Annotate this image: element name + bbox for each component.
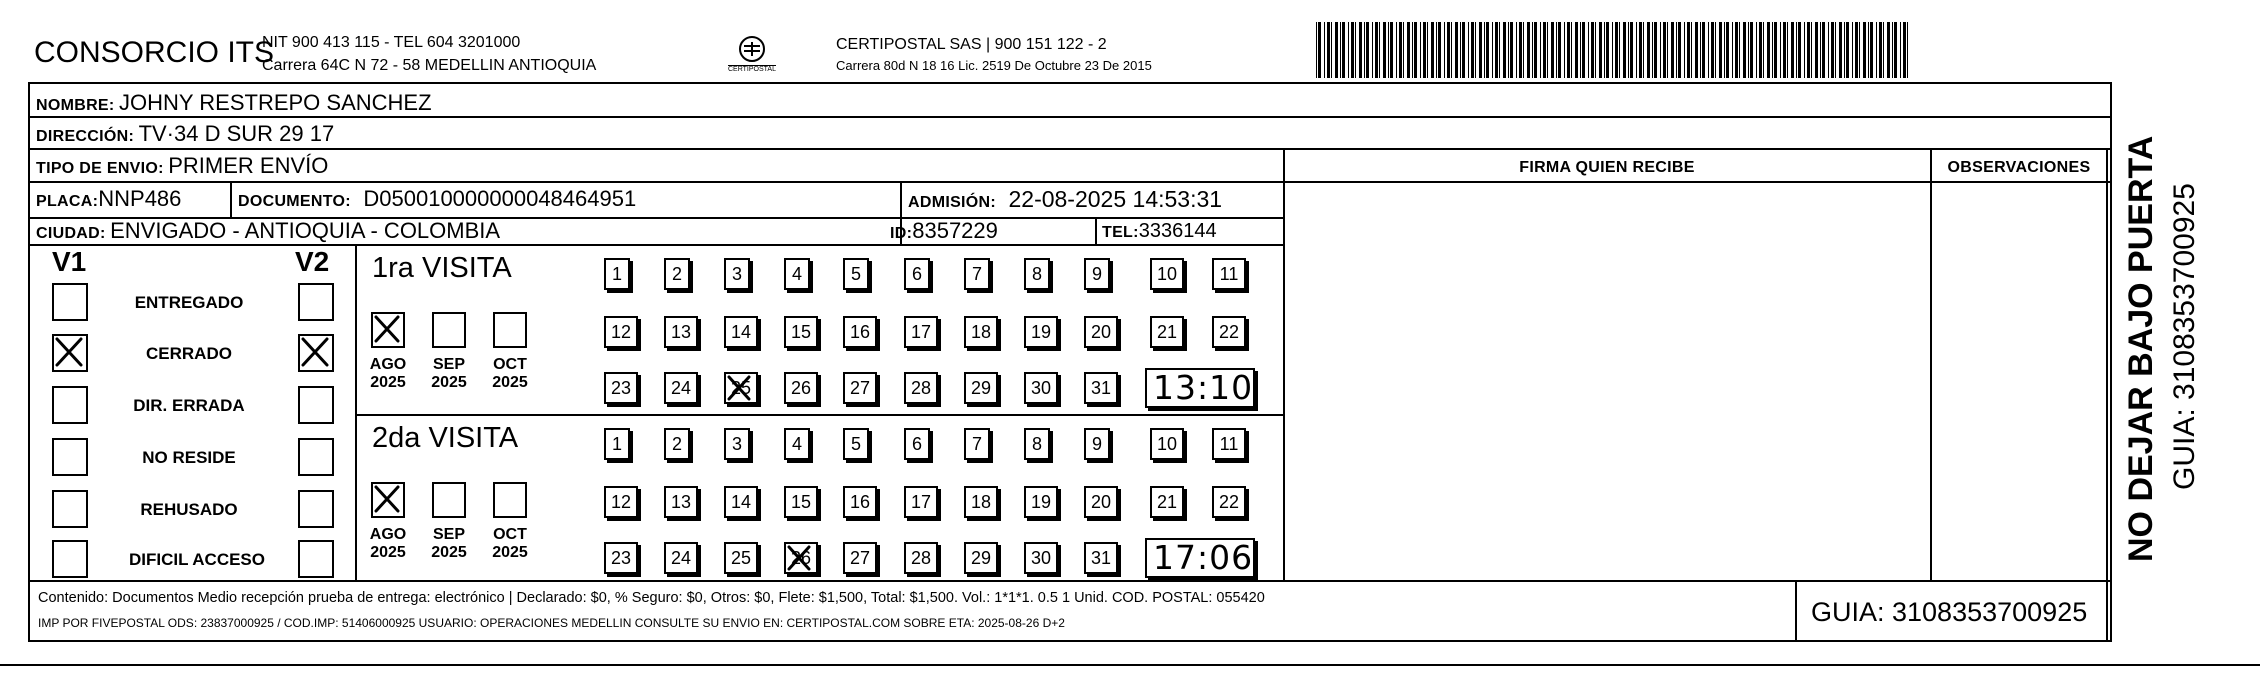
- placa-value: NNP486: [98, 186, 182, 211]
- day-box-19: 19: [1024, 486, 1058, 518]
- day-box-20: 20: [1084, 316, 1118, 348]
- day-box-17: 17: [904, 486, 938, 518]
- day-box-9: 9: [1084, 428, 1110, 460]
- status-label-0: ENTREGADO: [134, 293, 244, 312]
- month-checkbox-sep: [432, 312, 466, 348]
- day-box-14: 14: [724, 486, 758, 518]
- day-box-7: 7: [964, 428, 990, 460]
- day-box-18: 18: [964, 486, 998, 518]
- second-visit-title: 2da VISITA: [372, 422, 519, 454]
- tipo-envio-value: PRIMER ENVÍO: [168, 153, 329, 178]
- day-box-30: 30: [1024, 542, 1058, 574]
- company-nit: NIT 900 413 115 - TEL 604 3201000: [262, 34, 521, 51]
- day-box-5: 5: [843, 258, 869, 290]
- status-label-2: DIR. ERRADA: [133, 396, 245, 415]
- status-label-4: REHUSADO: [140, 500, 238, 519]
- logo-caption: CERTIPOSTAL: [728, 66, 776, 73]
- day-box-1: 1: [604, 428, 630, 460]
- v1-header: V1: [52, 246, 87, 277]
- ciudad-field: [36, 218, 500, 247]
- month-label: OCT 2025: [492, 526, 528, 561]
- day-box-2: 2: [664, 258, 690, 290]
- day-box-23: 23: [604, 542, 638, 574]
- month-checkbox-oct: [493, 312, 527, 348]
- day-box-4: 4: [784, 428, 810, 460]
- status-label-1: CERRADO: [146, 344, 232, 363]
- row-divider: [30, 148, 2110, 150]
- documento-label: DOCUMENTO:: [238, 193, 351, 210]
- day-box-11: 11: [1212, 428, 1246, 460]
- day-box-29: 29: [964, 542, 998, 574]
- v2-checkbox: [298, 283, 334, 321]
- month-label: SEP 2025: [431, 526, 467, 561]
- visit-divider: [355, 414, 1285, 416]
- placa-field: [36, 186, 181, 215]
- day-box-9: 9: [1084, 258, 1110, 290]
- day-box-26: 26: [784, 542, 818, 574]
- id-value: 8357229: [912, 218, 998, 243]
- certipostal-logo: [728, 34, 776, 78]
- day-box-28: 28: [904, 372, 938, 404]
- day-box-27: 27: [843, 372, 877, 404]
- col-divider: [230, 181, 232, 217]
- v2-checkbox: [298, 490, 334, 528]
- barcode: [1316, 22, 1912, 78]
- day-box-4: 4: [784, 258, 810, 290]
- col-divider: [355, 244, 357, 580]
- day-box-24: 24: [664, 542, 698, 574]
- visit-time: 17:06: [1153, 538, 1254, 577]
- day-box-13: 13: [664, 486, 698, 518]
- firma-header: FIRMA QUIEN RECIBE: [1519, 159, 1695, 176]
- month-label: SEP 2025: [431, 356, 467, 391]
- v1-checkbox: [52, 490, 88, 528]
- observaciones-header: OBSERVACIONES: [1947, 159, 2091, 176]
- col-divider: [2106, 148, 2108, 642]
- imp-text: IMP POR FIVEPOSTAL ODS: 23837000925 / COD.IMP: 51406000925 USUARIO: OPERACIONES MEDELLIN CONSULTE SU ENVIO EN: CERTIPOSTAL.COM SOBRE ETA: 2025-08-26 D+2: [38, 616, 1065, 630]
- day-box-8: 8: [1024, 428, 1050, 460]
- footer-guia: GUIA: 3108353700925: [1811, 597, 2088, 627]
- v2-checkbox: [298, 386, 334, 424]
- day-box-31: 31: [1084, 372, 1118, 404]
- day-box-21: 21: [1150, 316, 1184, 348]
- col-divider: [1283, 148, 1285, 580]
- tipo-envio-label: TIPO DE ENVIO:: [36, 160, 164, 177]
- admision-label: ADMISIÓN:: [908, 194, 997, 211]
- tipo-envio-field: [36, 153, 328, 182]
- id-label: ID:: [890, 225, 913, 242]
- check-x-mark: [54, 336, 86, 370]
- month-label: OCT 2025: [492, 356, 528, 391]
- v2-header: V2: [295, 246, 330, 277]
- direccion-field: [36, 121, 334, 150]
- day-box-10: 10: [1150, 258, 1184, 290]
- day-box-14: 14: [724, 316, 758, 348]
- check-x-mark: [786, 544, 814, 574]
- day-box-16: 16: [843, 486, 877, 518]
- month-checkbox-ago: [371, 312, 405, 348]
- day-box-17: 17: [904, 316, 938, 348]
- col-divider: [1795, 580, 1797, 642]
- day-box-11: 11: [1212, 258, 1246, 290]
- month-label: AGO 2025: [369, 356, 407, 391]
- nombre-value: JOHNY RESTREPO SANCHEZ: [119, 90, 432, 115]
- side-guia: GUIA: 3108353700925: [2168, 183, 2201, 490]
- row-divider: [30, 580, 2110, 582]
- bottom-rule: [0, 664, 2260, 666]
- documento-field: [238, 186, 636, 215]
- ciudad-label: CIUDAD:: [36, 225, 106, 242]
- ciudad-value: ENVIGADO - ANTIOQUIA - COLOMBIA: [110, 218, 501, 243]
- month-label: AGO 2025: [369, 526, 407, 561]
- check-x-mark: [373, 484, 403, 516]
- direccion-label: DIRECCIÓN:: [36, 128, 135, 145]
- day-box-5: 5: [843, 428, 869, 460]
- v1-checkbox: [52, 334, 88, 372]
- check-x-mark: [726, 374, 754, 404]
- day-box-2: 2: [664, 428, 690, 460]
- check-x-mark: [373, 314, 403, 346]
- day-box-16: 16: [843, 316, 877, 348]
- status-label-5: DIFICIL ACCESO: [128, 550, 265, 569]
- day-box-23: 23: [604, 372, 638, 404]
- admision-value: 22-08-2025 14:53:31: [1008, 186, 1223, 212]
- day-box-8: 8: [1024, 258, 1050, 290]
- day-box-3: 3: [724, 258, 750, 290]
- id-field: [890, 218, 998, 247]
- col-divider: [1930, 148, 1932, 580]
- v1-checkbox: [52, 386, 88, 424]
- day-box-20: 20: [1084, 486, 1118, 518]
- tel-field: [1102, 218, 1217, 246]
- v1-checkbox: [52, 540, 88, 578]
- first-visit-title: 1ra VISITA: [372, 252, 512, 284]
- nombre-field: [36, 90, 432, 119]
- row-divider: [30, 181, 2110, 183]
- day-box-22: 22: [1212, 486, 1246, 518]
- day-box-6: 6: [904, 428, 930, 460]
- v2-checkbox: [298, 540, 334, 578]
- day-box-25: 25: [724, 372, 758, 404]
- nombre-label: NOMBRE:: [36, 97, 115, 114]
- v1-checkbox: [52, 283, 88, 321]
- tel-value: 3336144: [1138, 220, 1217, 242]
- col-divider: [1095, 217, 1097, 244]
- time-box: [1145, 368, 1255, 408]
- day-box-3: 3: [724, 428, 750, 460]
- day-box-13: 13: [664, 316, 698, 348]
- placa-label: PLACA:: [36, 193, 99, 210]
- day-box-28: 28: [904, 542, 938, 574]
- day-box-22: 22: [1212, 316, 1246, 348]
- day-box-18: 18: [964, 316, 998, 348]
- direccion-value: TV·34 D SUR 29 17: [138, 121, 335, 146]
- v1-checkbox: [52, 438, 88, 476]
- visit-time: 13:10: [1153, 368, 1254, 407]
- no-dejar-bajo-puerta: NO DEJAR BAJO PUERTA: [2122, 135, 2160, 562]
- day-box-12: 12: [604, 316, 638, 348]
- day-box-24: 24: [664, 372, 698, 404]
- day-box-26: 26: [784, 372, 818, 404]
- check-x-mark: [300, 336, 332, 370]
- certipostal-line: CERTIPOSTAL SAS | 900 151 122 - 2: [836, 36, 1107, 53]
- day-box-1: 1: [604, 258, 630, 290]
- day-box-12: 12: [604, 486, 638, 518]
- day-box-21: 21: [1150, 486, 1184, 518]
- month-checkbox-sep: [432, 482, 466, 518]
- company-name: CONSORCIO ITS: [34, 36, 275, 69]
- company-address: Carrera 64C N 72 - 58 MEDELLIN ANTIOQUIA: [262, 57, 597, 74]
- day-box-30: 30: [1024, 372, 1058, 404]
- day-box-10: 10: [1150, 428, 1184, 460]
- day-box-15: 15: [784, 486, 818, 518]
- day-box-6: 6: [904, 258, 930, 290]
- time-box: [1145, 538, 1255, 578]
- day-box-15: 15: [784, 316, 818, 348]
- day-box-19: 19: [1024, 316, 1058, 348]
- v2-checkbox: [298, 334, 334, 372]
- day-box-25: 25: [724, 542, 758, 574]
- day-box-7: 7: [964, 258, 990, 290]
- documento-value: D050010000000048464951: [363, 186, 637, 211]
- license-line: Carrera 80d N 18 16 Lic. 2519 De Octubre 23 De 2015: [836, 58, 1152, 73]
- month-checkbox-oct: [493, 482, 527, 518]
- day-box-31: 31: [1084, 542, 1118, 574]
- month-checkbox-ago: [371, 482, 405, 518]
- v2-checkbox: [298, 438, 334, 476]
- status-label-3: NO RESIDE: [142, 448, 236, 467]
- day-box-27: 27: [843, 542, 877, 574]
- tel-label: TEL:: [1102, 224, 1139, 241]
- admision-field: [908, 186, 1222, 216]
- contenido-text: Contenido: Documentos Medio recepción prueba de entrega: electrónico | Declarado: $0, % Seguro: $0, Otros: $0, Flete: $1,500, Total: $1,500. Vol.: 1*1*1. 0.5 1 Unid. COD. POSTAL: 055420: [38, 590, 1265, 606]
- day-box-29: 29: [964, 372, 998, 404]
